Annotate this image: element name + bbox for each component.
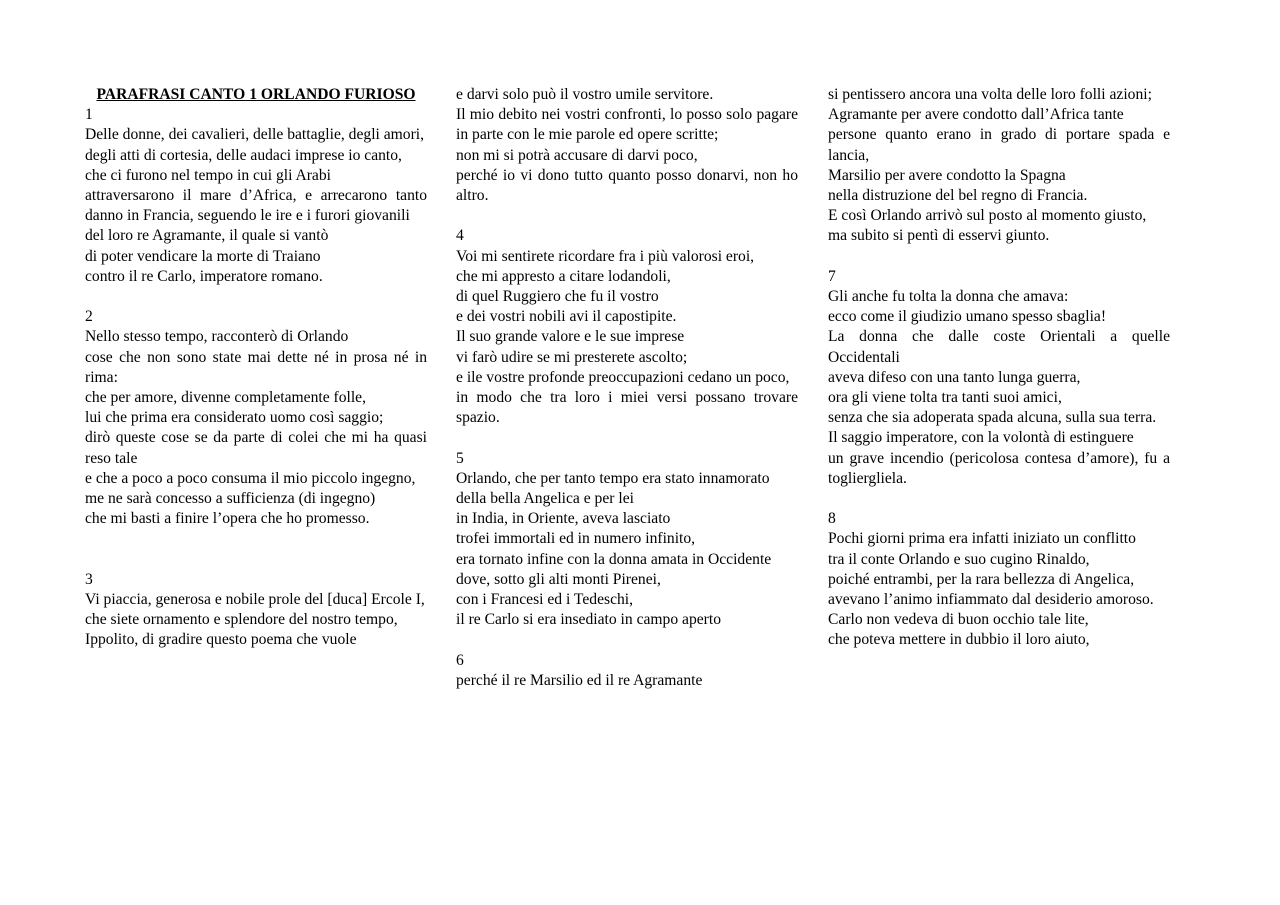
verse-line: che poteva mettere in dubbio il loro aiuto, (828, 631, 1090, 649)
verse-line: si pentissero ancora una volta delle loro folli azioni; (828, 86, 1152, 103)
verse-line: e dei vostri nobili avi il capostipite. (456, 308, 677, 326)
verse-line: La donna che dalle coste Orientali a quelle Occidentali (828, 328, 1170, 366)
verse-line: Il suo grande valore e le sue imprese (456, 328, 685, 346)
verse-line: contro il re Carlo, imperatore romano. (85, 267, 323, 285)
verse-line: della bella Angelica e per lei (456, 490, 634, 508)
verse-line: E così Orlando arrivò sul posto al momento giusto, (828, 207, 1147, 225)
verse-line: Carlo non vedeva di buon occhio tale lite, (828, 611, 1089, 629)
verse-line: Orlando, che per tanto tempo era stato innamorato (456, 469, 770, 487)
verse-line: Agramante per avere condotto dall’Africa tante (828, 106, 1124, 124)
verse-line: era tornato infine con la donna amata in Occidente (456, 550, 772, 568)
verse-line: Il saggio imperatore, con la volontà di estinguere (828, 429, 1134, 447)
stanza (828, 85, 1170, 247)
verse-line: che ci furono nel tempo in cui gli Arabi (85, 166, 331, 184)
stanza-number: 3 (85, 570, 93, 588)
verse-line: in India, in Oriente, aveva lasciato (456, 510, 671, 528)
verse-line: Delle donne, dei cavalieri, delle battaglie, degli amori, (85, 126, 425, 144)
verse-line: di quel Ruggiero che fu il vostro (456, 288, 659, 306)
text-column-1 (85, 85, 427, 671)
stanza-number: 2 (85, 308, 93, 326)
verse-line: ora gli viene tolta tra tanti suoi amici, (828, 389, 1062, 407)
verse-line: che per amore, divenne completamente folle, (85, 389, 366, 407)
stanza (456, 449, 798, 631)
document-title: PARAFRASI CANTO 1 ORLANDO FURIOSO (96, 86, 416, 103)
stanza (456, 226, 798, 428)
stanza-number: 5 (456, 449, 464, 467)
verse-line: persone quanto erano in grado di portare spada e lancia, (828, 126, 1170, 164)
verse-line: me ne sarà concesso a sufficienza (di ingegno) (85, 490, 376, 508)
stanza (828, 509, 1170, 650)
verse-line: ma subito si pentì di esservi giunto. (828, 227, 1050, 245)
verse-line: Ippolito, di gradire questo poema che vuole (85, 631, 357, 649)
verse-line: e ile vostre profonde preoccupazioni cedano un poco, (456, 368, 790, 386)
verse-line: Nello stesso tempo, racconterò di Orlando (85, 328, 349, 346)
verse-line: dove, sotto gli alti monti Pirenei, (456, 570, 661, 588)
stanza (85, 570, 427, 651)
stanza-number: 4 (456, 227, 464, 245)
verse-line: aveva difeso con una tanto lunga guerra, (828, 368, 1081, 386)
verse-line: con i Francesi ed i Tedeschi, (456, 591, 634, 609)
verse-line: Il mio debito nei vostri confronti, lo posso solo pagare in parte con le mie parole ed opere scritte; (456, 106, 798, 144)
verse-line: dirò queste cose se da parte di colei che mi ha quasi reso tale (85, 429, 427, 467)
verse-line: ecco come il giudizio umano spesso sbaglia! (828, 308, 1107, 326)
verse-line: tra il conte Orlando e suo cugino Rinaldo, (828, 550, 1090, 568)
verse-line: non mi si potrà accusare di darvi poco, (456, 146, 698, 164)
verse-line: vi farò udire se mi presterete ascolto; (456, 348, 688, 366)
verse-line: Voi mi sentirete ricordare fra i più valorosi eroi, (456, 247, 755, 265)
stanza-number: 8 (828, 510, 836, 528)
stanza-number: 1 (85, 106, 93, 124)
column-2-stanzas (456, 85, 798, 691)
stanza (85, 105, 427, 287)
stanza (828, 267, 1170, 489)
verse-line: e che a poco a poco consuma il mio piccolo ingegno, (85, 469, 416, 487)
verse-line: e darvi solo può il vostro umile servitore. (456, 86, 714, 103)
text-column-3 (828, 85, 1170, 671)
verse-line: avevano l’animo infiammato dal desiderio amoroso. (828, 591, 1154, 609)
verse-line: del loro re Agramante, il quale si vantò (85, 227, 329, 245)
text-column-2 (456, 85, 798, 711)
verse-line: Pochi giorni prima era infatti iniziato un conflitto (828, 530, 1136, 548)
stanza-number: 7 (828, 267, 836, 285)
stanza (456, 651, 798, 691)
verse-line: Marsilio per avere condotto la Spagna (828, 166, 1066, 184)
verse-line: che siete ornamento e splendore del nostro tempo, (85, 611, 398, 629)
verse-line: un grave incendio (pericolosa contesa d’amore), fu a togliergliela. (828, 449, 1170, 487)
verse-line: perché il re Marsilio ed il re Agramante (456, 671, 703, 689)
verse-line: il re Carlo si era insediato in campo aperto (456, 611, 722, 629)
stanza-number: 6 (456, 651, 464, 669)
verse-line: nella distruzione del bel regno di Francia. (828, 187, 1088, 205)
verse-line: senza che sia adoperata spada alcuna, sulla sua terra. (828, 409, 1157, 427)
verse-line: poiché entrambi, per la rara bellezza di Angelica, (828, 570, 1135, 588)
column-1-stanzas (85, 105, 427, 650)
verse-line: in modo che tra loro i miei versi possano trovare spazio. (456, 389, 798, 427)
verse-line: Vi piaccia, generosa e nobile prole del [duca] Ercole I, (85, 591, 425, 609)
verse-line: cose che non sono state mai dette né in prosa né in rima: (85, 348, 427, 386)
verse-line: degli atti di cortesia, delle audaci imprese io canto, (85, 146, 402, 164)
stanza (85, 307, 427, 529)
verse-line: che mi appresto a citare lodandoli, (456, 267, 671, 285)
verse-line: trofei immortali ed in numero infinito, (456, 530, 696, 548)
verse-line: che mi basti a finire l’opera che ho promesso. (85, 510, 370, 528)
stanza (456, 85, 798, 206)
verse-line: di poter vendicare la morte di Traiano (85, 247, 321, 265)
column-3-stanzas (828, 85, 1170, 651)
verse-line: perché io vi dono tutto quanto posso donarvi, non ho altro. (456, 166, 798, 205)
verse-line: Gli anche fu tolta la donna che amava: (828, 288, 1069, 306)
verse-line: attraversarono il mare d’Africa, e arrecarono tanto danno in Francia, seguendo le ire e i furori giovanili (85, 187, 427, 225)
verse-line: lui che prima era considerato uomo così saggio; (85, 409, 384, 427)
